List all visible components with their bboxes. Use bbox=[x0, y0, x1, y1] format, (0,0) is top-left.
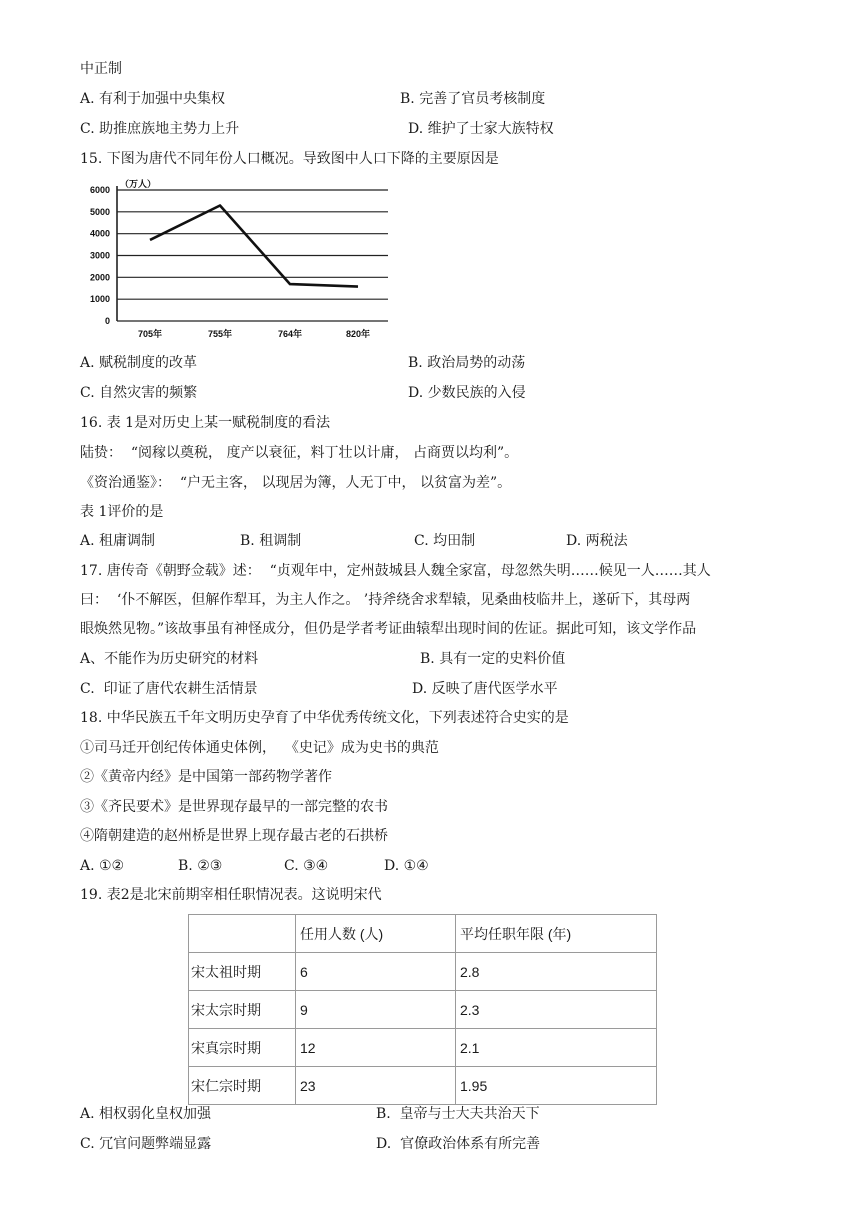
q14-option-c: C. 助推庶族地主势力上升 bbox=[80, 121, 240, 137]
q16-option-b: B. 租调制 bbox=[240, 533, 302, 549]
table-cell: 9 bbox=[296, 991, 456, 1029]
table-header-cell: 平均任职年限 (年) bbox=[456, 915, 657, 953]
table-cell: 宋仁宗时期 bbox=[189, 1067, 296, 1105]
table-cell: 6 bbox=[296, 953, 456, 991]
q16-prompt: 表 1评价的是 bbox=[80, 504, 164, 520]
table-cell: 2.1 bbox=[456, 1029, 657, 1067]
q17-stem-line-1: 17. 唐传奇《朝野佥载》述： “贞观年中，定州鼓城县人魏全家富，母忽然失明……候见一人……其人 bbox=[80, 563, 711, 579]
population-line-chart bbox=[80, 176, 410, 344]
q14-option-b: B. 完善了官员考核制度 bbox=[400, 91, 546, 107]
q18-item-1: ①司马迁开创纪传体通史体例， 《史记》成为史书的典范 bbox=[80, 740, 439, 756]
chart-y-tick-label: 6000 bbox=[89, 185, 110, 195]
q17-stem-line-2: 曰： ‘仆不解医，但解作犁耳，为主人作之。 ’持斧绕舍求犁辕，见桑曲枝临井上，遂斫下，其母两 bbox=[80, 592, 691, 608]
q16-quote-lu-zhi: 陆贽： “阅稼以奠税， 度产以衰征，料丁壮以计庸， 占商贾以均利”。 bbox=[80, 445, 519, 461]
q18-option-d: D. ①④ bbox=[384, 858, 429, 874]
table-row bbox=[189, 991, 657, 1029]
table-cell: 23 bbox=[296, 1067, 456, 1105]
table-cell: 1.95 bbox=[456, 1067, 657, 1105]
table-cell: 2.8 bbox=[456, 953, 657, 991]
q16-stem: 16. 表 1是对历史上某一赋税制度的看法 bbox=[80, 415, 331, 431]
chart-x-tick-label: 705年 bbox=[137, 329, 163, 339]
q17-stem-line-3: 眼焕然见物。”该故事虽有神怪成分，但仍是学者考证曲辕犁出现时间的佐证。据此可知，该文学作品 bbox=[80, 621, 697, 637]
chart-x-tick-labels bbox=[138, 328, 370, 339]
q14-option-a: A. 有利于加强中央集权 bbox=[80, 91, 226, 107]
chart-y-tick-label: 4000 bbox=[89, 228, 110, 239]
q18-item-4: ④隋朝建造的赵州桥是世界上现存最古老的石拱桥 bbox=[80, 828, 388, 844]
q15-option-b: B. 政治局势的动荡 bbox=[408, 355, 526, 371]
q17-option-a: A、不能作为历史研究的材料 bbox=[80, 651, 259, 667]
table-row bbox=[189, 1067, 657, 1105]
q17-option-c: C. 印证了唐代农耕生活情景 bbox=[80, 681, 258, 697]
q16-option-d: D. 两税法 bbox=[566, 533, 628, 549]
table-cell: 2.3 bbox=[456, 991, 657, 1029]
chart-x-tick-label: 764年 bbox=[277, 329, 303, 339]
q16-option-c: C. 均田制 bbox=[414, 533, 476, 549]
table-cell: 宋太祖时期 bbox=[189, 953, 296, 991]
q16-option-a: A. 租庸调制 bbox=[80, 533, 156, 549]
q18-stem: 18. 中华民族五千年文明历史孕育了中华优秀传统文化，下列表述符合史实的是 bbox=[80, 710, 569, 726]
q18-option-c: C. ③④ bbox=[284, 858, 329, 874]
table-cell: 宋真宗时期 bbox=[189, 1029, 296, 1067]
chart-x-tick-label: 755年 bbox=[207, 329, 233, 339]
q19-stem: 19. 表2是北宋前期宰相任职情况表。这说明宋代 bbox=[80, 887, 382, 903]
q15-stem: 15. 下图为唐代不同年份人口概况。导致图中人口下降的主要原因是 bbox=[80, 151, 499, 167]
q16-quote-zizhi-tongjian: 《资治通鉴》： “户无主客， 以现居为簿，人无丁中， 以贫富为差”。 bbox=[80, 475, 512, 491]
table-header-cell bbox=[189, 915, 296, 953]
chart-series-line bbox=[150, 206, 358, 287]
table-row bbox=[189, 953, 657, 991]
q15-option-c: C. 自然灾害的频繁 bbox=[80, 385, 198, 401]
chart-y-axis-label: （万人） bbox=[120, 179, 157, 189]
q14-option-d: D. 维护了士家大族特权 bbox=[408, 121, 554, 137]
q18-item-3: ③《齐民要术》是世界现存最早的一部完整的农书 bbox=[80, 799, 388, 815]
q17-option-d: D. 反映了唐代医学水平 bbox=[412, 681, 558, 697]
q19-option-d: D. 官僚政治体系有所完善 bbox=[376, 1136, 541, 1152]
q19-option-c: C. 冗官问题弊端显露 bbox=[80, 1136, 212, 1152]
chart-y-tick-label: 5000 bbox=[89, 206, 110, 217]
q18-item-2: ②《黄帝内经》是中国第一部药物学著作 bbox=[80, 769, 332, 785]
table-cell: 12 bbox=[296, 1029, 456, 1067]
chart-y-tick-label: 2000 bbox=[89, 272, 110, 283]
q18-option-b: B. ②③ bbox=[178, 858, 223, 874]
table-header-row bbox=[189, 915, 657, 953]
q19-option-b: B. 皇帝与士大夫共治天下 bbox=[376, 1106, 540, 1122]
chart-y-tick-label: 3000 bbox=[89, 250, 110, 261]
q15-option-d: D. 少数民族的入侵 bbox=[408, 385, 526, 401]
q18-option-a: A. ①② bbox=[80, 858, 125, 874]
table-row bbox=[189, 1029, 657, 1067]
q19-option-a: A. 相权弱化皇权加强 bbox=[80, 1106, 212, 1122]
chart-x-tick-label: 820年 bbox=[345, 329, 371, 339]
chart-series bbox=[150, 205, 358, 286]
q15-option-a: A. 赋税制度的改革 bbox=[80, 355, 198, 371]
chart-y-tick-label: 1000 bbox=[89, 294, 110, 305]
chart-gridlines bbox=[117, 186, 388, 321]
prime-minister-tenure-table bbox=[188, 914, 657, 1105]
q14-stem-tail: 中正制 bbox=[80, 61, 122, 77]
table-cell: 宋太宗时期 bbox=[189, 991, 296, 1029]
q17-option-b: B. 具有一定的史料价值 bbox=[420, 651, 566, 667]
chart-y-tick-label: 0 bbox=[104, 316, 110, 326]
table-header-cell: 任用人数 (人) bbox=[296, 915, 456, 953]
chart-y-tick-labels bbox=[90, 185, 110, 326]
